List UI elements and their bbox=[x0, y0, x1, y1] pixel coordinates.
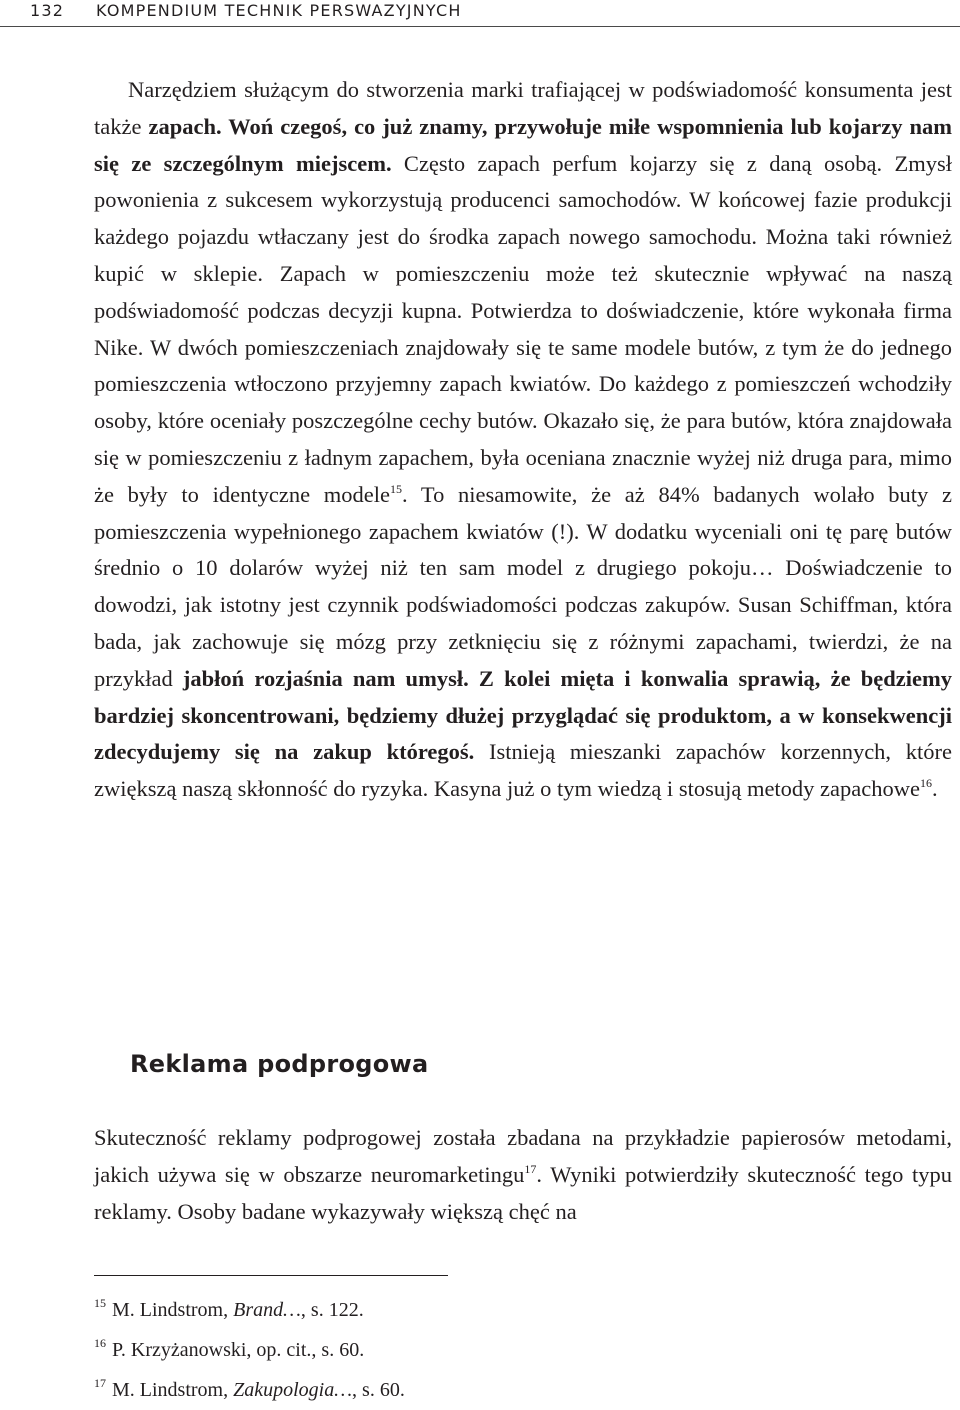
footnote-text: , s. 60. bbox=[352, 1379, 405, 1401]
footnote-text: M. Lindstrom, bbox=[112, 1379, 234, 1401]
book-title: KOMPENDIUM TECHNIK PERSWAZYJNYCH bbox=[96, 1, 462, 20]
footnote-separator bbox=[94, 1275, 448, 1276]
footnote-text: M. Lindstrom, bbox=[112, 1299, 234, 1321]
bold-text-run: jabłoń rozjaśnia nam umysł. Z kolei mięta i konwalia sprawią, że będziemy bardziej skoncentrowani, będziemy dłużej przyglądać się produktom, a w konsekwencji zdecydujemy się na zakup któregoś. bbox=[94, 665, 953, 765]
paragraph-subliminal bbox=[94, 1120, 952, 1230]
footnote-text: , s. 122. bbox=[300, 1299, 364, 1321]
footnote-ref-15[interactable]: 15 bbox=[390, 481, 402, 496]
footnote-text: P. Krzyżanowski, op. cit., s. 60. bbox=[112, 1339, 365, 1361]
footnotes bbox=[94, 1290, 794, 1410]
footnote-ref-17[interactable]: 17 bbox=[524, 1161, 537, 1176]
footnote-title: Brand… bbox=[233, 1299, 301, 1321]
footnote-number: 16 bbox=[94, 1336, 106, 1350]
text-run: . Wyniki potwierdziły skuteczność tego typu reklamy. Osoby badane wykazywały większą chęć na bbox=[94, 1161, 952, 1224]
footnote-ref-16[interactable]: 16 bbox=[920, 776, 932, 791]
text-run: . bbox=[932, 776, 938, 802]
text-run: Często zapach perfum kojarzy się z daną osobą. Zmysł powonienia z sukcesem wykorzystują producenci samochodów. W końcowej fazie produkcji każdego pojazdu wtłaczany jest do środka zapach nowego samochodu. Można taki również kupić w sklepie. Zapach w pomieszczeniu może też skutecznie wpływać na naszą podświadomość podczas decyzji kupna. Potwierdza to doświadczenie, które wykonała firma Nike. W dwóch pomieszczeniach znajdowały się te same modele butów, z tym że do jednego pomieszczenia wtłoczono przyjemny zapach kwiatów. Do każdego z pomieszczeń wchodziły osoby, które oceniały poszczególne cechy butów. Okazało się, że para butów, która znajdowała się w pomieszczeniu z ładnym zapachem, była oceniana znacznie wyżej niż druga para, mimo że były to identyczne modele bbox=[94, 150, 952, 507]
text-run: Istnieją mieszanki zapachów korzennych, które zwiększą naszą skłonność do ryzyka. Kasyna już o tym wiedzą i stosują metody zapachowe bbox=[94, 739, 952, 802]
main-text bbox=[94, 72, 952, 808]
footnote-17 bbox=[94, 1370, 794, 1410]
footnote-title: Zakupologia… bbox=[233, 1379, 353, 1401]
page-number: 132 bbox=[30, 1, 65, 20]
text-run: Skuteczność reklamy podprogowej została zbadana na przykładzie papierosów metodami, jakich używa się w obszarze neuromarketingu bbox=[94, 1125, 952, 1187]
text-run: Narzędziem służącym do stworzenia marki trafiającej w podświadomość konsumenta jest także bbox=[94, 77, 952, 139]
footnote-15 bbox=[94, 1290, 794, 1330]
bold-text-run: zapach. Woń czegoś, co już znamy, przywołuje miłe wspomnienia lub kojarzy nam się ze szczególnym miejscem. bbox=[94, 113, 952, 176]
footnote-16 bbox=[94, 1330, 794, 1370]
section-text bbox=[94, 1120, 952, 1230]
paragraph-scent-marketing bbox=[94, 72, 952, 808]
footnote-number: 15 bbox=[94, 1296, 106, 1310]
section-heading: Reklama podprogowa bbox=[130, 1050, 429, 1078]
text-run: . To niesamowite, że aż 84% badanych wolało buty z pomieszczenia wypełnionego zapachem kwiatów (!). W dodatku wyceniali oni tę parę butów średnio o 10 dolarów wyżej niż ten sam model z drugiego pokoju… Doświadczenie to dowodzi, jak istotny jest czynnik podświadomości podczas zakupów. Susan Schiffman, która bada, jak zachowuje się mózg przy zetknięciu się z różnymi zapachami, twierdzi, że na przykład bbox=[94, 481, 952, 691]
running-head bbox=[0, 0, 960, 27]
footnote-number: 17 bbox=[94, 1376, 106, 1390]
